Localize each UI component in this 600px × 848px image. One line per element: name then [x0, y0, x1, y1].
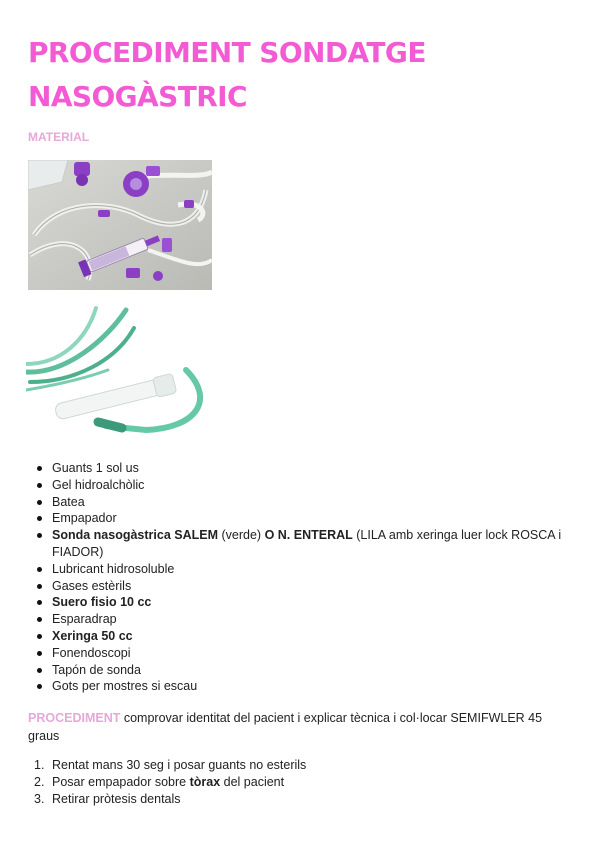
material-item	[28, 460, 568, 477]
procedure-step	[28, 774, 568, 791]
text-run: Suero fisio 10 cc	[52, 595, 152, 610]
step-number: 2.	[34, 775, 45, 789]
text-run: Retirar pròtesis dentals	[52, 792, 181, 806]
enteral-feeding-kit-photo	[28, 160, 212, 290]
text-run: (LILA amb xeringa luer lock ROSCA i FIADOR)	[52, 528, 562, 559]
procedure-label: PROCEDIMENT	[28, 711, 121, 725]
text-run: del pacient	[220, 775, 285, 789]
step-number: 3.	[34, 792, 45, 806]
text-run: Fonendoscopi	[52, 645, 131, 660]
procedure-step	[28, 791, 568, 808]
text-run: Lubricant hidrosoluble	[52, 561, 175, 576]
material-item	[28, 561, 568, 578]
material-item	[28, 678, 568, 695]
procedure-intro-text: comprovar identitat del pacient i explicar tècnica i col·locar SEMIFWLER 45 graus	[28, 711, 543, 743]
nasogastric-tube-photo	[26, 300, 216, 438]
text-run: Sonda nasogàstrica SALEM	[52, 528, 219, 543]
material-item	[28, 662, 568, 679]
enteral-kit-illustration	[28, 160, 212, 290]
text-run: Xeringa 50 cc	[52, 628, 133, 643]
material-item	[28, 510, 568, 527]
material-section-label: MATERIAL	[28, 130, 90, 144]
material-item	[28, 494, 568, 511]
text-run: (verde)	[218, 528, 265, 543]
procedure-step	[28, 757, 568, 774]
materials-list	[28, 460, 568, 695]
text-run: Gots per mostres si escau	[52, 679, 198, 694]
text-run: tòrax	[189, 775, 221, 789]
text-run: Gel hidroalchòlic	[52, 477, 145, 492]
procedure-intro	[28, 709, 568, 745]
salem-tube-illustration	[26, 300, 216, 438]
material-item	[28, 594, 568, 611]
material-item	[28, 628, 568, 645]
material-item	[28, 527, 568, 561]
procedure-steps-list	[28, 757, 568, 808]
text-run: Guants 1 sol us	[52, 461, 139, 475]
text-run: Gases estèrils	[52, 578, 132, 593]
material-item	[28, 611, 568, 628]
text-run: Rentat mans 30 seg i posar guants no esterils	[52, 758, 307, 772]
material-item	[28, 477, 568, 494]
text-run: Posar empapador sobre	[52, 775, 190, 789]
text-run: O N. ENTERAL	[264, 528, 353, 543]
text-run: Empapador	[52, 511, 117, 526]
text-run: Tapón de sonda	[52, 662, 141, 677]
text-run: Batea	[52, 494, 85, 509]
material-item	[28, 645, 568, 662]
page-title: PROCEDIMENT SONDATGE NASOGÀSTRIC	[28, 36, 426, 113]
material-item	[28, 578, 568, 595]
text-run: Esparadrap	[52, 612, 117, 627]
step-number: 1.	[34, 758, 45, 772]
